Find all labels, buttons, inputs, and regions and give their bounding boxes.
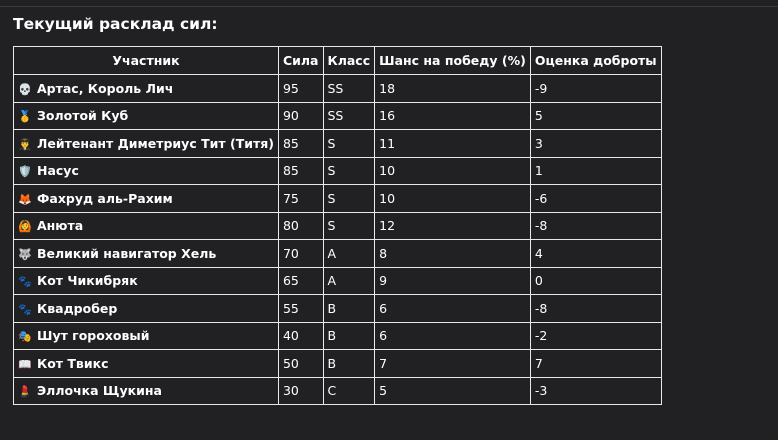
power-cell: 50 xyxy=(278,350,323,378)
table-row xyxy=(14,240,662,268)
participant-name: Эллочка Щукина xyxy=(37,383,162,399)
table-row xyxy=(14,377,662,405)
participant-cell xyxy=(14,157,279,185)
class-cell: A xyxy=(323,267,375,295)
power-cell: 55 xyxy=(278,295,323,323)
column-header-power: Сила xyxy=(278,47,323,75)
table-row xyxy=(14,350,662,378)
win-chance-cell: 6 xyxy=(375,322,531,350)
kindness-cell: -9 xyxy=(530,75,661,103)
table-row xyxy=(14,130,662,158)
participant-cell xyxy=(14,322,279,350)
medal-icon: 🥇 xyxy=(18,110,32,124)
win-chance-cell: 16 xyxy=(375,102,531,130)
table-row xyxy=(14,295,662,323)
power-cell: 85 xyxy=(278,130,323,158)
book-icon: 📖 xyxy=(18,357,32,371)
participant-name: Лейтенант Диметриус Тит (Титя) xyxy=(37,135,274,151)
power-cell: 30 xyxy=(278,377,323,405)
table-row xyxy=(14,75,662,103)
kindness-cell: -3 xyxy=(530,377,661,405)
participant-cell xyxy=(14,102,279,130)
table-row xyxy=(14,102,662,130)
fox-icon: 🦊 xyxy=(18,192,32,206)
lipstick-icon: 💄 xyxy=(18,385,32,399)
table-header-row xyxy=(14,47,662,75)
kindness-cell: 3 xyxy=(530,130,661,158)
column-header-kindness: Оценка доброты xyxy=(530,47,661,75)
win-chance-cell: 18 xyxy=(375,75,531,103)
participant-name: Кот Твикс xyxy=(37,355,109,371)
participant-cell xyxy=(14,240,279,268)
participant-name: Кот Чикибряк xyxy=(37,273,138,289)
class-cell: S xyxy=(323,130,375,158)
win-chance-cell: 8 xyxy=(375,240,531,268)
participant-cell xyxy=(14,267,279,295)
power-cell: 95 xyxy=(278,75,323,103)
skull-icon: 💀 xyxy=(18,82,32,96)
power-cell: 85 xyxy=(278,157,323,185)
win-chance-cell: 11 xyxy=(375,130,531,158)
table-row xyxy=(14,212,662,240)
participant-name: Анюта xyxy=(37,218,84,234)
power-cell: 70 xyxy=(278,240,323,268)
participant-cell xyxy=(14,377,279,405)
participant-cell xyxy=(14,350,279,378)
class-cell: A xyxy=(323,240,375,268)
participant-name: Великий навигатор Хель xyxy=(37,245,217,261)
shield-icon: 🛡️ xyxy=(18,165,32,179)
column-header-win-chance: Шанс на победу (%) xyxy=(375,47,531,75)
participant-cell xyxy=(14,295,279,323)
power-cell: 80 xyxy=(278,212,323,240)
participant-cell xyxy=(14,75,279,103)
table-row xyxy=(14,267,662,295)
girl-icon: 🙆 xyxy=(18,220,32,234)
win-chance-cell: 12 xyxy=(375,212,531,240)
column-header-participant: Участник xyxy=(14,47,279,75)
power-cell: 65 xyxy=(278,267,323,295)
class-cell: SS xyxy=(323,75,375,103)
win-chance-cell: 6 xyxy=(375,295,531,323)
column-header-class: Класс xyxy=(323,47,375,75)
table-row xyxy=(14,157,662,185)
participant-name: Золотой Куб xyxy=(37,108,129,124)
table-row xyxy=(14,322,662,350)
win-chance-cell: 10 xyxy=(375,157,531,185)
kindness-cell: -6 xyxy=(530,185,661,213)
participant-name: Насус xyxy=(37,163,79,179)
participant-cell xyxy=(14,185,279,213)
power-cell: 75 xyxy=(278,185,323,213)
class-cell: S xyxy=(323,185,375,213)
officer-icon: 👨‍✈️ xyxy=(18,137,32,151)
power-cell: 90 xyxy=(278,102,323,130)
participant-cell xyxy=(14,212,279,240)
participant-name: Артас, Король Лич xyxy=(37,80,174,96)
class-cell: C xyxy=(323,377,375,405)
win-chance-cell: 10 xyxy=(375,185,531,213)
paw-icon: 🐾 xyxy=(18,302,32,316)
participant-name: Шут гороховый xyxy=(37,328,150,344)
win-chance-cell: 5 xyxy=(375,377,531,405)
class-cell: B xyxy=(323,350,375,378)
kindness-cell: 7 xyxy=(530,350,661,378)
class-cell: S xyxy=(323,157,375,185)
divider xyxy=(0,6,778,7)
section-title: Текущий расклад сил: xyxy=(13,15,218,33)
kindness-cell: -8 xyxy=(530,295,661,323)
kindness-cell: 0 xyxy=(530,267,661,295)
power-cell: 40 xyxy=(278,322,323,350)
kindness-cell: 1 xyxy=(530,157,661,185)
class-cell: S xyxy=(323,212,375,240)
wolf-icon: 🐺 xyxy=(18,247,32,261)
class-cell: B xyxy=(323,322,375,350)
class-cell: SS xyxy=(323,102,375,130)
win-chance-cell: 7 xyxy=(375,350,531,378)
participant-name: Квадробер xyxy=(37,300,118,316)
kindness-cell: -8 xyxy=(530,212,661,240)
kindness-cell: 5 xyxy=(530,102,661,130)
masks-icon: 🎭 xyxy=(18,330,32,344)
participant-cell xyxy=(14,130,279,158)
kindness-cell: -2 xyxy=(530,322,661,350)
class-cell: B xyxy=(323,295,375,323)
table-row xyxy=(14,185,662,213)
kindness-cell: 4 xyxy=(530,240,661,268)
ranking-table xyxy=(13,46,662,405)
win-chance-cell: 9 xyxy=(375,267,531,295)
paw-icon: 🐾 xyxy=(18,275,32,289)
participant-name: Фахруд аль-Рахим xyxy=(37,190,173,206)
